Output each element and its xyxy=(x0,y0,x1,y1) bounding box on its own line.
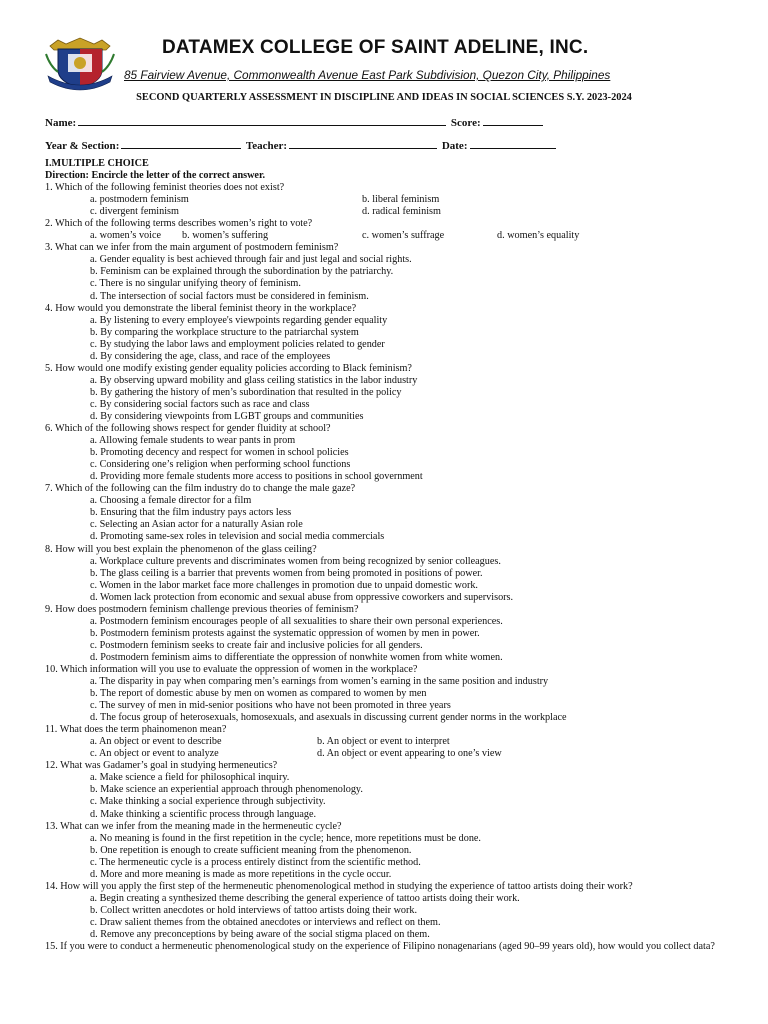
score-label: Score xyxy=(450,117,477,129)
option[interactable]: c. Women in the labor market face more challenges in promotion due to unpaid domestic work. xyxy=(90,579,478,591)
option[interactable]: a. Make science a field for philosophical inquiry. xyxy=(90,772,290,784)
option[interactable]: a. No meaning is found in the first repetition in the cycle; hence, more repetitions must be done. xyxy=(90,832,481,844)
option[interactable]: c. Postmodern feminism seeks to create fair and inclusive policies for all genders. xyxy=(90,639,423,651)
option[interactable]: b. One repetition is enough to create sufficient meaning from the phenomenon. xyxy=(90,844,412,856)
question-14: 14. How will you apply the first step of the hermeneutic phenomenological method in studying the experience of tattoo artists doing their work? xyxy=(45,880,633,892)
option[interactable]: a. Choosing a female director for a film xyxy=(90,495,252,507)
name-field[interactable] xyxy=(78,114,446,126)
multiple-choice-section xyxy=(45,158,745,953)
option[interactable]: d. The focus group of heterosexuals, homosexuals, and asexuals in discussing current gender norms in the workplace xyxy=(90,712,567,724)
school-seal-logo-icon xyxy=(44,36,116,92)
question-1-options xyxy=(45,194,745,218)
option[interactable]: a. By listening to every employee's viewpoints regarding gender equality xyxy=(90,314,388,326)
question-11: 11. What does the term phainomenon mean? xyxy=(45,724,227,736)
option[interactable]: b. The report of domestic abuse by men on women as compared to women by men xyxy=(90,688,427,700)
question-8: 8. How will you best explain the phenomenon of the glass ceiling? xyxy=(45,543,317,555)
option[interactable]: b. Feminism can be explained through the subordination by the patriarchy. xyxy=(90,266,394,278)
question-3: 3. What can we infer from the main argument of postmodern feminism? xyxy=(45,242,339,254)
option[interactable]: a. Gender equality is best achieved through fair and just legal and social rights. xyxy=(90,254,412,266)
question-13: 13. What can we infer from the meaning made in the hermeneutic cycle? xyxy=(45,820,342,832)
option[interactable]: b. By gathering the history of men’s subordination that resulted in the policy xyxy=(90,386,402,398)
name-label: Name xyxy=(45,117,73,129)
option[interactable]: c. Draw salient themes from the obtained anecdotes or interviews and reflect on them. xyxy=(90,916,441,928)
option[interactable]: a. Allowing female students to wear pants in prom xyxy=(90,435,296,447)
option[interactable]: d. women’s equality xyxy=(497,230,580,242)
question-10: 10. Which information will you use to evaluate the oppression of women in the workplace? xyxy=(45,663,418,675)
option[interactable]: c. Make thinking a social experience through subjectivity. xyxy=(90,796,326,808)
question-7: 7. Which of the following can the film industry do to change the male gaze? xyxy=(45,483,356,495)
year-section-field[interactable] xyxy=(121,137,241,149)
option[interactable]: b. liberal feminism xyxy=(362,194,440,206)
option[interactable]: c. Considering one’s religion when performing school functions xyxy=(90,459,351,471)
option[interactable]: d. An object or event appearing to one’s view xyxy=(317,748,502,760)
option[interactable]: c. There is no singular unifying theory of feminism. xyxy=(90,278,301,290)
option[interactable]: c. divergent feminism xyxy=(90,206,179,218)
question-6: 6. Which of the following shows respect for gender fluidity at school? xyxy=(45,423,331,435)
option[interactable]: a. Begin creating a synthesized theme describing the general experience of tattoo artists doing their work. xyxy=(90,892,520,904)
question-2-options xyxy=(45,230,745,242)
option[interactable]: c. An object or event to analyze xyxy=(90,748,219,760)
option[interactable]: d. By considering viewpoints from LGBT groups and communities xyxy=(90,410,364,422)
option[interactable]: a. Postmodern feminism encourages people of all sexualities to share their own personal experiences. xyxy=(90,615,503,627)
option[interactable]: c. Selecting an Asian actor for a naturally Asian role xyxy=(90,519,303,531)
option[interactable]: d. Providing more female students more access to positions in school government xyxy=(90,471,423,483)
question-9: 9. How does postmodern feminism challenge previous theories of feminism? xyxy=(45,603,359,615)
option[interactable]: a. The disparity in pay when comparing men’s earnings from women’s earning in the same position and industry xyxy=(90,676,549,688)
question-1: 1. Which of the following feminist theories does not exist? xyxy=(45,182,285,194)
option[interactable]: a. women’s voice xyxy=(90,230,162,242)
option[interactable]: b. women’s suffering xyxy=(182,230,269,242)
option[interactable]: c. By studying the labor laws and employment policies related to gender xyxy=(90,338,385,350)
option[interactable]: d. radical feminism xyxy=(362,206,441,218)
option[interactable]: d. By considering the age, class, and race of the employees xyxy=(90,350,331,362)
question-5: 5. How would one modify existing gender equality policies according to Black feminism? xyxy=(45,362,412,374)
option[interactable]: a. Workplace culture prevents and discriminates women from being recognized by senior colleagues. xyxy=(90,555,501,567)
option[interactable]: c. The hermeneutic cycle is a process entirely distinct from the scientific method. xyxy=(90,856,421,868)
question-4: 4. How would you demonstrate the liberal feminist theory in the workplace? xyxy=(45,302,357,314)
school-address: 85 Fairview Avenue, Commonwealth Avenue East Park Subdivision, Quezon City, Philippines xyxy=(124,68,611,82)
option[interactable]: b. Make science an experiential approach through phenomenology. xyxy=(90,784,363,796)
option[interactable]: b. By comparing the workplace structure to the patriarchal system xyxy=(90,326,359,338)
option[interactable]: c. By considering social factors such as race and class xyxy=(90,398,310,410)
year-section-label: Year & Section xyxy=(45,140,116,152)
option[interactable]: d. Women lack protection from economic and sexual abuse from oppressive coworkers and supervisors. xyxy=(90,591,514,603)
option[interactable]: d. Make thinking a scientific process through language. xyxy=(90,808,317,820)
date-field[interactable] xyxy=(470,137,556,149)
option[interactable]: a. An object or event to describe xyxy=(90,736,222,748)
exam-title: SECOND QUARTERLY ASSESSMENT IN DISCIPLINE AND IDEAS IN SOCIAL SCIENCES S.Y. 2023-2024 xyxy=(136,92,632,103)
option[interactable]: b. Postmodern feminism protests against the systematic oppression of women by men in power. xyxy=(90,627,480,639)
option[interactable]: c. The survey of men in mid-senior positions who have not been promoted in three years xyxy=(90,700,451,712)
date-label: Date xyxy=(441,140,464,152)
question-15: 15. If you were to conduct a hermeneutic phenomenological study on the experience of Filipino nonagenarians (aged 90–99 years old), how would you collect data? xyxy=(45,941,715,953)
score-field[interactable] xyxy=(483,114,543,126)
school-name: DATAMEX COLLEGE OF SAINT ADELINE, INC. xyxy=(162,37,589,58)
option[interactable]: b. Collect written anecdotes or hold interviews of tattoo artists doing their work. xyxy=(90,904,418,916)
question-2: 2. Which of the following terms describes women’s right to vote? xyxy=(45,218,313,230)
option[interactable]: b. The glass ceiling is a barrier that prevents women from being promoted in positions of power. xyxy=(90,567,483,579)
option[interactable]: a. By observing upward mobility and glass ceiling statistics in the labor industry xyxy=(90,374,418,386)
option[interactable]: d. More and more meaning is made as more repetitions in the cycle occur. xyxy=(90,868,392,880)
option[interactable]: d. Remove any preconceptions by being aware of the social stigma placed on them. xyxy=(90,929,430,940)
option[interactable]: c. women’s suffrage xyxy=(362,230,445,242)
question-12: 12. What was Gadamer’s goal in studying hermeneutics? xyxy=(45,760,278,772)
question-11-options xyxy=(45,736,745,760)
teacher-label: Teacher xyxy=(245,140,284,152)
section-direction: Direction: Encircle the letter of the correct answer. xyxy=(45,170,266,182)
name-score-row: Name: Score: xyxy=(45,114,545,129)
option[interactable]: d. The intersection of social factors must be considered in feminism. xyxy=(90,290,369,302)
option[interactable]: b. Promoting decency and respect for women in school policies xyxy=(90,447,349,459)
section-teacher-date-row: Year & Section: Teacher: Date: xyxy=(45,137,558,152)
option[interactable]: a. postmodern feminism xyxy=(90,194,189,206)
option[interactable]: b. Ensuring that the film industry pays actors less xyxy=(90,507,292,519)
teacher-field[interactable] xyxy=(289,137,437,149)
option[interactable]: d. Promoting same-sex roles in television and social media commercials xyxy=(90,531,385,543)
option[interactable]: d. Postmodern feminism aims to differentiate the oppression of nonwhite women from white women. xyxy=(90,651,503,663)
section-title: I.MULTIPLE CHOICE xyxy=(45,158,149,169)
option[interactable]: b. An object or event to interpret xyxy=(317,736,450,748)
